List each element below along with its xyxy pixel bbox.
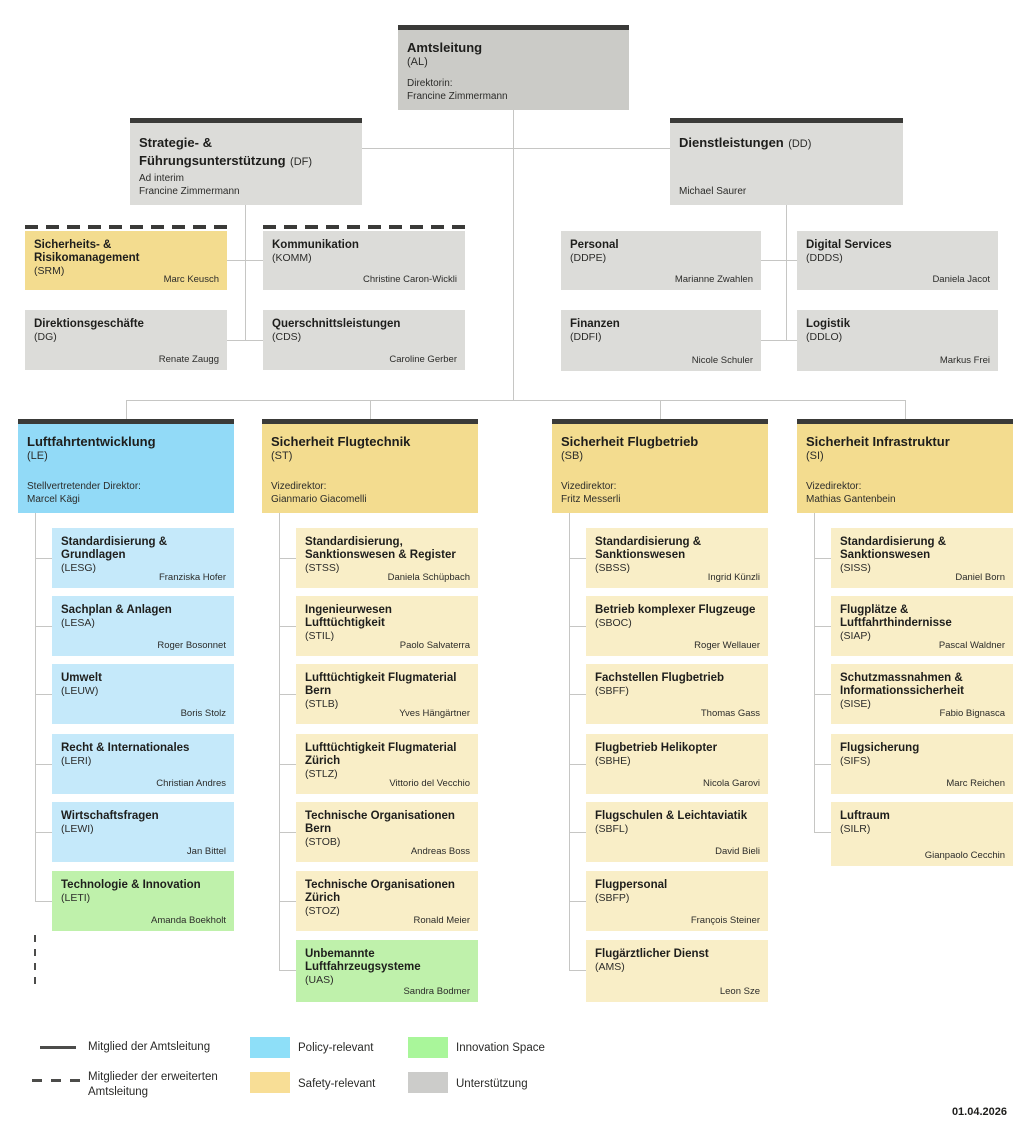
- org-box-sbfp[interactable]: [586, 871, 768, 931]
- connector-line: [569, 626, 586, 627]
- org-box-komm[interactable]: [263, 231, 465, 290]
- connector-line: [279, 558, 296, 559]
- box-person: Nicola Garovi: [702, 778, 760, 789]
- org-box-sbff[interactable]: [586, 664, 768, 724]
- box-code: (AL): [407, 55, 428, 68]
- box-person: Renate Zaugg: [158, 354, 219, 365]
- box-person: Vittorio del Vecchio: [389, 778, 470, 789]
- org-box-ddds[interactable]: [797, 231, 998, 290]
- box-person: Nicole Schuler: [691, 355, 753, 366]
- connector-line: [814, 832, 831, 833]
- box-title: Lufttüchtigkeit Flugmaterial Zürich: [305, 742, 457, 767]
- box-title: Standardisierung & Grundlagen: [61, 536, 168, 561]
- org-box-ams[interactable]: [586, 940, 768, 1002]
- box-title: Fachstellen Flugbetrieb: [595, 672, 725, 684]
- org-box-lesa[interactable]: [52, 596, 234, 656]
- connector-line: [905, 400, 906, 419]
- box-title: Unbemannte Luftfahrzeugsysteme: [305, 948, 421, 973]
- box-person: Ingrid Künzli: [707, 572, 760, 583]
- box-title: Luftraum: [840, 810, 890, 822]
- box-code: (LEUW): [61, 684, 99, 697]
- box-title: Flugärztlicher Dienst: [595, 948, 709, 960]
- box-title: Sicherheits- & Risikomanagement: [34, 239, 140, 264]
- box-title: Sicherheit Flugtechnik: [271, 434, 411, 449]
- connector-line: [569, 558, 586, 559]
- legend-swatch-safety: [250, 1072, 290, 1093]
- connector-line: [569, 764, 586, 765]
- box-title: Flugbetrieb Helikopter: [595, 742, 718, 754]
- org-box-stob[interactable]: [296, 802, 478, 862]
- box-code: (SIFS): [840, 754, 871, 767]
- box-code: (DDLO): [806, 330, 843, 343]
- legend-label-policy: Policy-relevant: [298, 1042, 374, 1054]
- legend-label-dashed: Mitglieder der erweiterten Amtsleitung: [88, 1071, 218, 1098]
- org-box-sise[interactable]: [831, 664, 1013, 724]
- box-code: (SBFF): [595, 684, 629, 697]
- box-title: Digital Services: [806, 239, 892, 251]
- box-code: (LE): [27, 449, 48, 462]
- legend-dashed-line: [32, 1079, 82, 1082]
- box-code: (DD): [788, 138, 812, 150]
- connector-line: [126, 400, 127, 419]
- box-person: François Steiner: [690, 915, 760, 926]
- box-title: Sicherheit Flugbetrieb: [561, 434, 699, 449]
- box-role-person: Stellvertretender Direktor: Marcel Kägi: [27, 481, 141, 505]
- box-person: Jan Bittel: [186, 846, 226, 857]
- org-box-siap[interactable]: [831, 596, 1013, 656]
- org-box-si[interactable]: [797, 419, 1013, 513]
- legend-label-solid: Mitglied der Amtsleitung: [88, 1041, 211, 1053]
- connector-line: [569, 970, 586, 971]
- box-person: Gianpaolo Cecchin: [924, 850, 1005, 861]
- box-title: Schutzmassnahmen & Informationssicherheit: [840, 672, 964, 697]
- box-title: Lufttüchtigkeit Flugmaterial Bern: [305, 672, 457, 697]
- box-code: (DG): [34, 330, 57, 343]
- box-code: (DF): [290, 156, 313, 168]
- box-code: (UAS): [305, 973, 334, 986]
- box-person: Andreas Boss: [410, 846, 470, 857]
- box-person: Pascal Waldner: [938, 640, 1005, 651]
- box-title: Technische Organisationen Zürich: [305, 879, 455, 904]
- legend-swatch-policy: [250, 1037, 290, 1058]
- box-title: Standardisierung & Sanktionswesen: [595, 536, 702, 561]
- box-title: Sachplan & Anlagen: [61, 604, 172, 616]
- org-box-stss[interactable]: [296, 528, 478, 588]
- box-code: (STOB): [305, 835, 341, 848]
- box-person: Marc Keusch: [163, 274, 219, 285]
- legend-label-support: Unterstützung: [456, 1078, 528, 1090]
- box-code: (SIAP): [840, 629, 871, 642]
- box-person: Leon Sze: [719, 986, 760, 997]
- connector-line: [660, 400, 661, 419]
- box-title: Amtsleitung: [407, 40, 483, 55]
- org-box-siss[interactable]: [831, 528, 1013, 588]
- box-title: Technologie & Innovation: [61, 879, 201, 891]
- connector-line: [279, 970, 296, 971]
- box-title: Wirtschaftsfragen: [61, 810, 159, 822]
- box-code: (LERI): [61, 754, 92, 767]
- connector-line: [279, 626, 296, 627]
- org-box-dd[interactable]: [670, 118, 903, 205]
- box-code: (SB): [561, 449, 583, 462]
- box-person: Ronald Meier: [413, 915, 470, 926]
- connector-line: [814, 558, 831, 559]
- box-person: David Bieli: [715, 846, 760, 857]
- org-box-leri[interactable]: [52, 734, 234, 794]
- box-code: (SISE): [840, 697, 871, 710]
- org-box-dg[interactable]: [25, 310, 227, 370]
- connector-line: [245, 205, 246, 341]
- box-title: Sicherheit Infrastruktur: [806, 434, 950, 449]
- box-code: (DDDS): [806, 251, 843, 264]
- box-title: Strategie- & Führungsunterstützung: [139, 135, 286, 168]
- connector-line: [35, 694, 52, 695]
- box-title: Kommunikation: [272, 239, 359, 251]
- box-code: (SBFP): [595, 891, 630, 904]
- org-box-silr[interactable]: [831, 802, 1013, 866]
- connector-line: [513, 110, 514, 401]
- org-box-sifs[interactable]: [831, 734, 1013, 794]
- connector-line: [35, 626, 52, 627]
- box-person: Caroline Gerber: [389, 354, 457, 365]
- box-person: Boris Stolz: [180, 708, 226, 719]
- connector-line: [569, 901, 586, 902]
- org-box-st[interactable]: [262, 419, 478, 513]
- org-box-sbfl[interactable]: [586, 802, 768, 862]
- org-box-stoz[interactable]: [296, 871, 478, 931]
- box-role-person: Vizedirektor: Fritz Messerli: [561, 481, 621, 505]
- connector-line: [761, 340, 797, 341]
- org-box-sb[interactable]: [552, 419, 768, 513]
- box-person: Roger Wellauer: [694, 640, 760, 651]
- org-box-sbss[interactable]: [586, 528, 768, 588]
- connector-line: [814, 764, 831, 765]
- org-box-leuw[interactable]: [52, 664, 234, 724]
- connector-line: [227, 340, 263, 341]
- box-person: Christian Andres: [156, 778, 226, 789]
- box-code: (SI): [806, 449, 824, 462]
- box-code: (KOMM): [272, 251, 312, 264]
- org-box-df[interactable]: [130, 118, 362, 205]
- box-person: Christine Caron-Wickli: [363, 274, 457, 285]
- box-title: Personal: [570, 239, 619, 251]
- connector-line: [814, 513, 815, 832]
- org-box-uas[interactable]: [296, 940, 478, 1002]
- box-role-person: Vizedirektor: Mathias Gantenbein: [806, 481, 896, 505]
- box-code: (STIL): [305, 629, 335, 642]
- box-person: Daniela Schüpbach: [387, 572, 470, 583]
- box-title: Finanzen: [570, 318, 620, 330]
- legend-label-safety: Safety-relevant: [298, 1078, 376, 1090]
- connector-line: [786, 205, 787, 341]
- box-person: Sandra Bodmer: [403, 986, 470, 997]
- box-code: (LESA): [61, 616, 95, 629]
- box-person: Marc Reichen: [946, 778, 1005, 789]
- box-person: Thomas Gass: [700, 708, 760, 719]
- org-box-cds[interactable]: [263, 310, 465, 370]
- box-person: Daniel Born: [955, 572, 1005, 583]
- org-box-lewi[interactable]: [52, 802, 234, 862]
- box-code: (STLB): [305, 697, 339, 710]
- box-title: Direktionsgeschäfte: [34, 318, 144, 330]
- box-title: Flugschulen & Leichtaviatik: [595, 810, 748, 822]
- box-title: Flugpersonal: [595, 879, 668, 891]
- org-box-stil[interactable]: [296, 596, 478, 656]
- box-code: (LESG): [61, 561, 97, 574]
- box-code: (SBHE): [595, 754, 631, 767]
- org-box-le[interactable]: [18, 419, 234, 513]
- box-code: (AMS): [595, 960, 625, 973]
- dashed-connector-line: [34, 935, 36, 987]
- box-title: Luftfahrtentwicklung: [27, 434, 156, 449]
- connector-line: [362, 148, 670, 149]
- connector-line: [35, 558, 52, 559]
- box-person: Fabio Bignasca: [939, 708, 1005, 719]
- org-box-stlb[interactable]: [296, 664, 478, 724]
- box-code: (DDPE): [570, 251, 607, 264]
- box-person: Michael Saurer: [679, 186, 747, 197]
- connector-line: [279, 901, 296, 902]
- box-person: Marianne Zwahlen: [674, 274, 753, 285]
- legend-swatch-innovation: [408, 1037, 448, 1058]
- box-person: Yves Hängärtner: [399, 708, 470, 719]
- org-box-sbhe[interactable]: [586, 734, 768, 794]
- box-title: Technische Organisationen Bern: [305, 810, 455, 835]
- legend-solid-line: [40, 1046, 76, 1049]
- box-code: (SILR): [840, 822, 871, 835]
- connector-line: [814, 626, 831, 627]
- box-person: Roger Bosonnet: [157, 640, 226, 651]
- org-box-srm[interactable]: [25, 231, 227, 290]
- box-person: Franziska Hofer: [158, 572, 226, 583]
- box-title: Recht & Internationales: [61, 742, 190, 754]
- connector-line: [126, 400, 905, 401]
- org-box-ddfi[interactable]: [561, 310, 761, 371]
- box-code: (CDS): [272, 330, 302, 343]
- legend-swatch-support: [408, 1072, 448, 1093]
- box-title: Standardisierung & Sanktionswesen: [840, 536, 947, 561]
- connector-line: [814, 694, 831, 695]
- box-code: (SBFL): [595, 822, 629, 835]
- box-title: Flugplätze & Luftfahrthindernisse: [840, 604, 952, 629]
- box-code: (SISS): [840, 561, 871, 574]
- connector-line: [569, 832, 586, 833]
- box-title: Standardisierung, Sanktionswesen & Register: [305, 536, 456, 561]
- box-code: (STLZ): [305, 767, 338, 780]
- connector-line: [279, 764, 296, 765]
- org-box-lesg[interactable]: [52, 528, 234, 588]
- connector-line: [227, 260, 263, 261]
- box-role-person: Ad interim Francine Zimmermann: [139, 173, 240, 197]
- box-title: Flugsicherung: [840, 742, 920, 754]
- connector-line: [279, 832, 296, 833]
- org-box-sboc[interactable]: [586, 596, 768, 656]
- connector-line: [569, 694, 586, 695]
- org-box-amtsleitung[interactable]: [398, 25, 629, 110]
- box-title: Betrieb komplexer Flugzeuge: [595, 604, 756, 616]
- connector-line: [761, 260, 797, 261]
- box-code: (STOZ): [305, 904, 340, 917]
- box-title: Umwelt: [61, 672, 102, 684]
- box-person: Markus Frei: [939, 355, 990, 366]
- box-code: (STSS): [305, 561, 340, 574]
- org-box-ddlo[interactable]: [797, 310, 998, 371]
- connector-line: [35, 832, 52, 833]
- box-title: Ingenieurwesen Lufttüchtigkeit: [305, 604, 392, 629]
- box-role-person: Vizedirektor: Gianmario Giacomelli: [271, 481, 367, 505]
- box-person: Daniela Jacot: [932, 274, 990, 285]
- box-code: (ST): [271, 449, 293, 462]
- connector-line: [35, 764, 52, 765]
- box-code: (LETI): [61, 891, 91, 904]
- box-code: (SBOC): [595, 616, 632, 629]
- box-title: Dienstleistungen: [679, 135, 784, 150]
- box-code: (DDFI): [570, 330, 602, 343]
- box-code: (SRM): [34, 264, 65, 277]
- org-box-ddpe[interactable]: [561, 231, 761, 290]
- connector-line: [35, 513, 36, 901]
- box-role-person: Direktorin: Francine Zimmermann: [407, 78, 508, 102]
- box-title: Logistik: [806, 318, 851, 330]
- connector-line: [279, 694, 296, 695]
- version-date: 01.04.2026: [951, 1106, 1007, 1118]
- org-box-leti[interactable]: [52, 871, 234, 931]
- box-code: (SBSS): [595, 561, 631, 574]
- connector-line: [35, 901, 52, 902]
- box-person: Amanda Boekholt: [151, 915, 226, 926]
- box-person: Paolo Salvaterra: [399, 640, 470, 651]
- org-box-stlz[interactable]: [296, 734, 478, 794]
- connector-line: [370, 400, 371, 419]
- box-code: (LEWI): [61, 822, 94, 835]
- legend-label-innovation: Innovation Space: [456, 1042, 545, 1054]
- box-title: Querschnittsleistungen: [272, 318, 401, 330]
